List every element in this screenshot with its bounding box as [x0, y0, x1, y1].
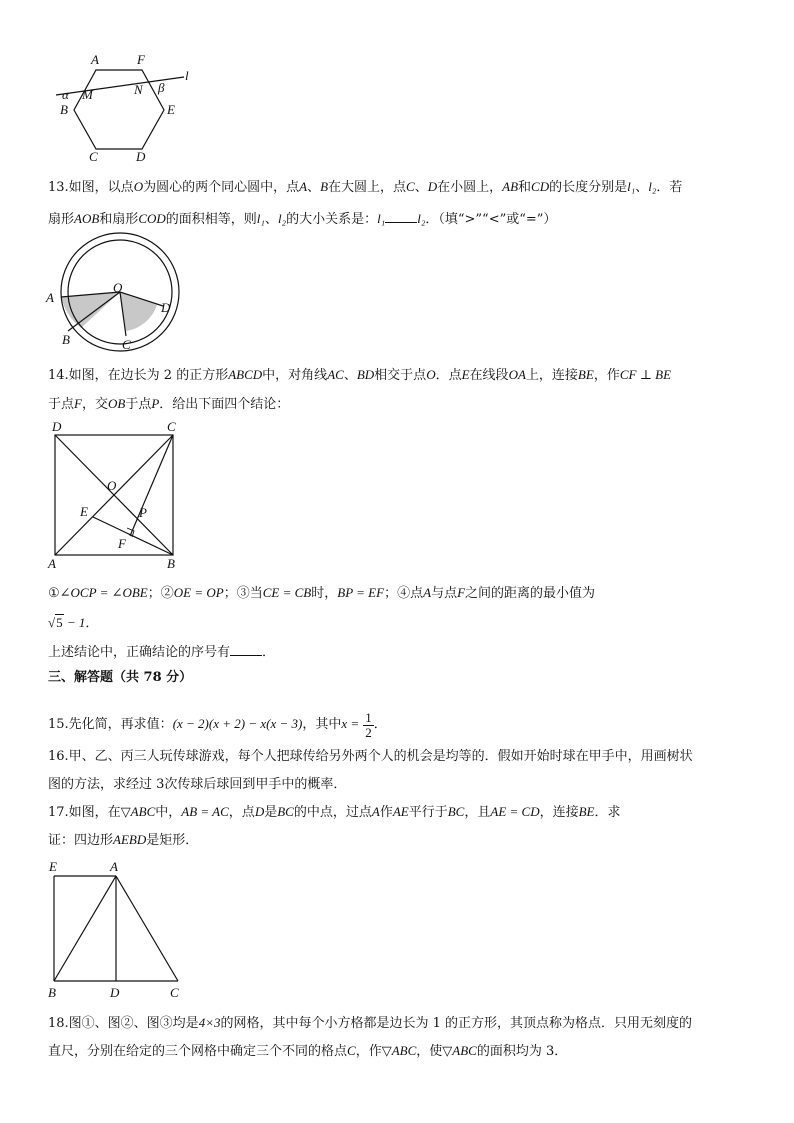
sqrt-expression: √5 — [48, 615, 63, 630]
q13-text: 13.如图，以点 — [48, 180, 134, 195]
label-F: F — [118, 536, 126, 551]
equation-AB-AC: AB = AC — [181, 804, 229, 819]
rectangle-figure — [40, 854, 190, 1004]
label-N: N — [134, 82, 143, 97]
q17-line-1 — [48, 803, 768, 822]
point-F: F — [74, 396, 82, 411]
point-F: F — [457, 585, 466, 600]
q18-text: 18.图①、图②、图③均是 — [48, 1016, 199, 1031]
label-E: E — [80, 504, 88, 519]
label-B: B — [60, 102, 68, 117]
q15-text: ，其中 — [302, 717, 342, 732]
q13-text: 扇形 — [48, 212, 75, 227]
q14-text: ③当 — [236, 586, 263, 601]
q13-text: 在大圆上，点 — [328, 180, 407, 195]
conclusion-2-number: ② — [160, 586, 174, 601]
q14-text: 于点 — [48, 397, 75, 412]
perp-relation: CF ⊥ BE — [619, 367, 672, 382]
point-B: B — [320, 179, 329, 194]
segment-BC: BC — [447, 804, 465, 819]
conclusion-3-condition: CE = CB — [262, 585, 312, 600]
q14-question-line — [48, 643, 768, 662]
q17-text: 平行于 — [408, 805, 448, 820]
label-D: D — [161, 300, 171, 315]
arc-AB: AB — [502, 179, 519, 194]
point-C: C — [406, 179, 415, 194]
label-B: B — [48, 985, 56, 1000]
label-O: O — [113, 280, 123, 295]
length-l1: l₁ — [627, 179, 636, 194]
segment-OB: OB — [107, 396, 126, 411]
q14-text: 时， — [311, 586, 338, 601]
q17-text: ．求 — [594, 805, 621, 820]
conclusion-1: ∠OCP = ∠OBE — [59, 585, 148, 600]
triangle-ABC: ▽ABC — [120, 804, 156, 819]
label-l: l — [185, 68, 189, 83]
q17-text: ，且 — [464, 805, 491, 820]
q13-line-2 — [48, 210, 768, 229]
label-B: B — [167, 556, 175, 571]
length-l2: l₂ — [277, 211, 287, 226]
q13-text: 的面积相等，则 — [165, 212, 257, 227]
segment-BC: BC — [277, 804, 294, 819]
q17-text: ，连接 — [539, 805, 579, 820]
arc-CD: CD — [531, 179, 550, 194]
label-E: E — [49, 859, 57, 874]
label-C: C — [89, 149, 98, 164]
q14-text: 、 — [343, 368, 357, 383]
q18-text: 的面积均为 3． — [476, 1044, 568, 1059]
q17-text: 是矩形． — [146, 833, 199, 848]
hexagon-figure — [48, 48, 208, 173]
segment-AC — [116, 876, 178, 981]
triangle-ABC: ▽ABC — [442, 1043, 477, 1058]
conclusion-1-number: ① — [48, 586, 60, 601]
point-P: P — [151, 396, 160, 411]
sqrt-radicand: 5 — [56, 615, 63, 630]
label-P: P — [139, 505, 147, 520]
q14-text: 之间的距离的最小值为 — [465, 586, 596, 601]
q13-line-1 — [48, 178, 768, 197]
label-beta: β — [158, 80, 165, 95]
q14-sqrt-line — [48, 614, 768, 633]
conclusion-3-result: BP = EF — [337, 585, 385, 600]
segment-OA: OA — [508, 367, 526, 382]
segment-BE — [93, 517, 173, 555]
q14-text: ，交 — [81, 397, 108, 412]
label-M: M — [82, 87, 93, 102]
q14-text: 14.如图，在边长为 2 的正方形 — [48, 368, 229, 383]
equation-AE-CD: AE = CD — [490, 804, 540, 819]
q14-text: ； — [147, 586, 161, 601]
label-E: E — [167, 102, 175, 117]
length-l2: l₂ — [417, 211, 426, 226]
q15-line — [48, 710, 768, 739]
point-A: A — [371, 804, 380, 819]
segment-AC: AC — [327, 367, 344, 382]
length-l1: l₁ — [256, 211, 265, 226]
q17-line-2 — [48, 831, 768, 850]
sector-AOB: AOB — [74, 211, 100, 226]
q15-expression: (x − 2)(x + 2) − x(x − 3) — [172, 716, 303, 731]
q13-text: ．若 — [656, 180, 683, 195]
segment-CF — [130, 435, 173, 536]
q14-text: ④点 — [397, 586, 424, 601]
fraction-one-half — [363, 711, 374, 740]
label-alpha: α — [62, 87, 69, 102]
q13-text: 和 — [518, 180, 532, 195]
segment-AB — [54, 876, 116, 981]
label-A: A — [110, 859, 118, 874]
point-O: O — [133, 179, 144, 194]
q13-text: 在小圆上， — [437, 180, 503, 195]
q18-line-2 — [48, 1042, 768, 1061]
q16-line-2: 图的方法，求经过 3次传球后球回到甲手中的概率． — [48, 777, 347, 792]
square-figure — [40, 416, 190, 576]
label-O: O — [107, 478, 117, 493]
q15-text: ． — [373, 717, 387, 732]
q13-text: 和扇形 — [99, 212, 139, 227]
q14-text: ． — [85, 616, 99, 631]
label-D: D — [110, 985, 120, 1000]
triangle-ABC: ▽ABC — [381, 1043, 417, 1058]
label-C: C — [167, 419, 176, 434]
label-A: A — [91, 52, 99, 67]
length-l2: l₂ — [648, 179, 657, 194]
q14-text: ． — [262, 645, 276, 660]
length-l1: l₁ — [377, 211, 386, 226]
circles-figure — [40, 236, 200, 360]
q18-text: ，作 — [355, 1044, 382, 1059]
quadrilateral-AEBD: AEBD — [113, 832, 147, 847]
point-E: E — [461, 367, 470, 382]
square-ABCD: ABCD — [228, 367, 263, 382]
minus-one: − 1 — [63, 615, 86, 630]
q13-text: 、 — [635, 180, 649, 195]
q18-text: 直尺，分别在给定的三个网格中确定三个不同的格点 — [48, 1044, 348, 1059]
q17-text: 17.如图，在 — [48, 805, 121, 820]
q14-text: 与点 — [431, 586, 458, 601]
q14-text: 相交于点 — [374, 368, 427, 383]
sector-COD: COD — [138, 211, 166, 226]
q13-text: 的大小关系是： — [286, 212, 378, 227]
section-3-title: 三、解答题（共 78 分） — [48, 670, 193, 685]
point-C: C — [347, 1043, 356, 1058]
q14-text: 于点 — [125, 397, 152, 412]
q14-line-1 — [48, 366, 768, 385]
q17-text: 证：四边形 — [48, 833, 114, 848]
q14-text: ，作 — [593, 368, 620, 383]
label-C: C — [122, 337, 131, 352]
segment-BE: BE — [577, 367, 594, 382]
q14-text: ； — [223, 586, 237, 601]
label-F: F — [137, 52, 145, 67]
point-D: D — [427, 179, 438, 194]
q17-text: 是 — [264, 805, 278, 820]
label-D: D — [52, 419, 62, 434]
q14-question: 上述结论中，正确结论的序号有 — [48, 645, 231, 660]
q13-text: 为圆心的两个同心圆中，点 — [143, 180, 300, 195]
line-l — [56, 77, 184, 95]
label-D: D — [136, 149, 146, 164]
point-D: D — [254, 804, 265, 819]
q14-text: ； — [384, 586, 398, 601]
q14-text: ．点 — [435, 368, 462, 383]
q18-line-1 — [48, 1014, 768, 1033]
point-O: O — [426, 367, 436, 382]
q17-text: 的中点，过点 — [293, 805, 372, 820]
conclusion-2: OE = OP — [173, 585, 224, 600]
q13-text: 、 — [414, 180, 428, 195]
fraction-denominator: 2 — [365, 725, 372, 740]
segment-BD: BD — [356, 367, 375, 382]
label-C: C — [170, 985, 179, 1000]
answer-blank[interactable] — [385, 210, 417, 223]
q14-line-2 — [48, 395, 768, 414]
q14-text: 在线段 — [469, 368, 509, 383]
grid-size: 4×3 — [198, 1015, 221, 1030]
q14-text: 中，对角线 — [262, 368, 328, 383]
q14-text: 上，连接 — [525, 368, 578, 383]
point-A: A — [423, 585, 432, 600]
q15-text: 15.先化简，再求值： — [48, 717, 173, 732]
q13-text: 、 — [307, 180, 321, 195]
q18-text: ，使 — [416, 1044, 443, 1059]
q15-x-equals: x = — [341, 716, 360, 731]
q18-text: 的网格，其中每个小方格都是边长为 1 的正方形，其顶点称为格点．只用无刻度的 — [220, 1016, 693, 1031]
q16-line-1: 16.甲、乙、丙三人玩传球游戏，每个人把球传给另外两个人的机会是均等的．假如开始时球在甲手中，用画树状 — [48, 749, 693, 764]
point-A: A — [299, 179, 308, 194]
answer-blank[interactable] — [230, 643, 262, 656]
segment-BE: BE — [578, 804, 595, 819]
q13-text: 的长度分别是 — [549, 180, 628, 195]
label-A: A — [46, 290, 54, 305]
label-B: B — [62, 332, 70, 347]
segment-AE: AE — [392, 804, 409, 819]
q13-text: ．（填“>”“<”或“=”） — [425, 212, 557, 227]
q17-text: ，点 — [228, 805, 255, 820]
q17-text: 中， — [155, 805, 182, 820]
q14-text: ．给出下面四个结论： — [159, 397, 290, 412]
q14-conclusions-line — [48, 584, 768, 603]
q17-text: 作 — [379, 805, 393, 820]
fraction-numerator: 1 — [365, 710, 372, 725]
label-A: A — [48, 556, 56, 571]
q13-text: 、 — [264, 212, 278, 227]
